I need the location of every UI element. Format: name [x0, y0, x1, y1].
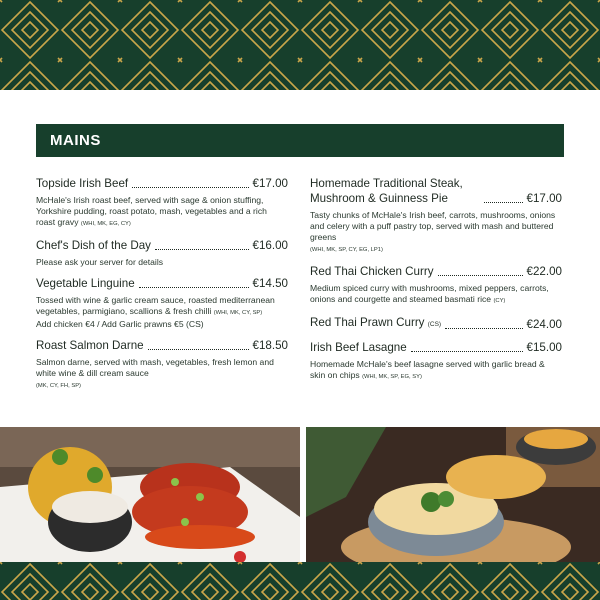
item-name: Vegetable Linguine [36, 277, 135, 290]
dot-leader [445, 327, 522, 329]
menu-item [36, 338, 288, 392]
allergen-codes: (CS) [427, 321, 442, 328]
item-description: Please ask your server for details [36, 257, 164, 267]
allergen-codes: (WHI, MK, CY, SP) [213, 310, 263, 316]
item-description: Salmon darne, served with mash, vegetables, fresh lemon and white wine & dill cream sauce (MK, CY, FH, SP) [36, 357, 274, 389]
item-name: Chef's Dish of the Day [36, 239, 151, 252]
menu-item [36, 276, 288, 330]
item-name: Red Thai Chicken Curry [310, 265, 434, 278]
food-photo-illustration [306, 427, 600, 562]
art-deco-pattern [0, 0, 600, 90]
allergen-codes: (WHI, MK, SP, EG, SY) [362, 374, 422, 380]
bottom-pattern-band [0, 562, 600, 600]
allergen-codes: (CY) [493, 298, 506, 304]
menu-item [310, 264, 562, 307]
item-description: Tossed with wine & garlic cream sauce, roasted mediterranean vegetables, parmigiano, scallions & fresh chilli (WHI, MK, CY, SP) Add chicken €4 / Add Garlic prawns €5 (CS) [36, 295, 275, 329]
item-price: €17.00 [252, 177, 288, 190]
item-name: Topside Irish Beef [36, 177, 129, 190]
item-price: €14.50 [252, 277, 288, 290]
dot-leader [139, 286, 249, 288]
item-price: €15.00 [526, 341, 562, 354]
menu-column-right [310, 176, 562, 389]
food-photo-illustration [0, 427, 300, 562]
section-header [36, 124, 564, 157]
allergen-codes: (WHI, MK, SP, CY, EG, LP1) [310, 247, 383, 253]
item-price: €22.00 [526, 265, 562, 278]
allergen-codes: (WHI, MK, EG, CY) [80, 221, 131, 227]
dot-leader [148, 348, 249, 350]
menu-column-left [36, 176, 288, 398]
item-description: McHale's Irish roast beef, served with sage & onion stuffing, Yorkshire pudding, roast potato, mash, vegetables and a rich roast gravy (WHI, MK, EG, CY) [36, 195, 267, 227]
item-name: Red Thai Prawn Curry (CS) [310, 316, 442, 329]
menu-item [310, 340, 562, 383]
item-price: €17.00 [526, 192, 562, 205]
dot-leader [484, 201, 523, 203]
section-title: MAINS [50, 132, 101, 149]
item-description: Homemade McHale's beef lasagne served with garlic bread & skin on chips (WHI, MK, SP, EG, SY) [310, 359, 545, 380]
allergen-codes: (MK, CY, FH, SP) [36, 383, 81, 389]
menu-item [36, 238, 288, 268]
item-name: Irish Beef Lasagne [310, 341, 407, 354]
item-price: €18.50 [252, 339, 288, 352]
top-pattern-band [0, 0, 600, 90]
item-description: Tasty chunks of McHale's Irish beef, carrots, mushrooms, onions and celery with a puff pastry top, served with mash and buttered greens (WHI, MK, SP, CY, EG, LP1) [310, 210, 556, 253]
menu-item [36, 176, 288, 230]
food-photo-lasagne [306, 427, 600, 562]
food-photo-chicken [0, 427, 300, 562]
menu-item [310, 315, 562, 332]
dot-leader [438, 274, 523, 276]
dot-leader [411, 350, 523, 352]
menu-item [310, 176, 562, 256]
item-price: €16.00 [252, 239, 288, 252]
art-deco-pattern [0, 562, 600, 600]
dot-leader [132, 186, 248, 188]
item-extra: Add chicken €4 / Add Garlic prawns €5 (CS) [36, 319, 204, 329]
item-name: Roast Salmon Darne [36, 339, 144, 352]
item-name: Homemade Traditional Steak, Mushroom & Guinness Pie [310, 177, 463, 205]
item-description: Medium spiced curry with mushrooms, mixed peppers, carrots, onions and courgette and steamed basmati rice (CY) [310, 283, 549, 304]
item-price: €24.00 [526, 318, 562, 331]
dot-leader [155, 248, 249, 250]
